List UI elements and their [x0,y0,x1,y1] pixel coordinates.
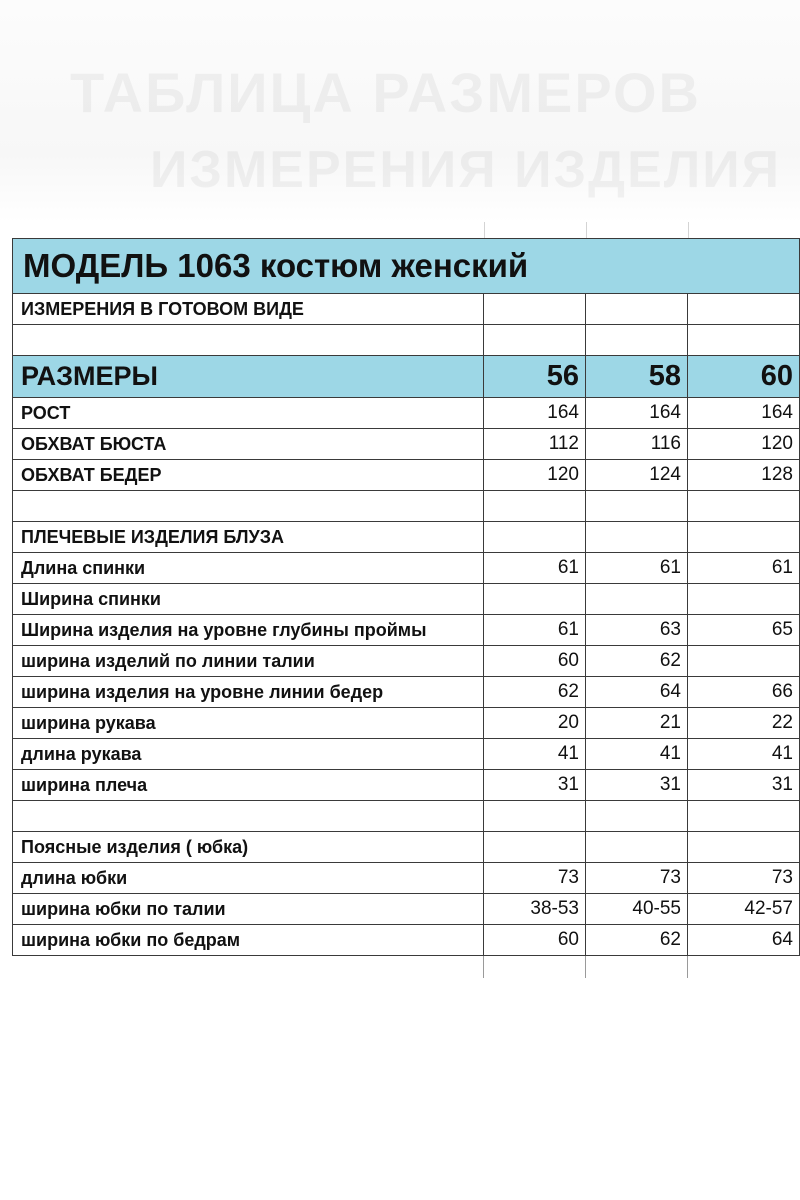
value-cell[interactable] [688,398,800,428]
row-label-cell[interactable] [12,863,484,893]
table-row [12,584,800,615]
empty-cell[interactable] [12,325,484,355]
cell-value: 64 [771,929,793,950]
row-label-cell[interactable] [12,770,484,800]
table-row [12,770,800,801]
empty-row [12,801,800,832]
cell-value: 116 [650,433,681,454]
value-cell[interactable] [484,429,586,459]
value-cell[interactable] [484,770,586,800]
empty-cell[interactable] [484,956,586,978]
grid-tick [586,222,587,238]
value-cell[interactable] [586,863,688,893]
value-cell[interactable] [484,739,586,769]
row-label-cell[interactable] [12,398,484,428]
table-row [12,553,800,584]
cell-value: 73 [659,867,681,888]
cell-value: 73 [771,867,793,888]
table-row [12,677,800,708]
value-cell[interactable] [688,863,800,893]
value-cell[interactable] [688,925,800,955]
cell-value: 31 [771,774,793,795]
row-label-cell[interactable] [12,739,484,769]
cell-value: 41 [557,743,579,764]
cell-value: 120 [547,464,579,485]
value-cell[interactable] [586,739,688,769]
sizes-row [12,356,800,398]
empty-cell[interactable] [586,832,688,862]
cell-value: 62 [557,681,579,702]
grid-tick [688,222,689,238]
row-label: длина рукава [21,743,142,764]
value-cell[interactable] [688,646,800,676]
table-row [12,460,800,491]
table-row [12,429,800,460]
empty-cell[interactable] [586,956,688,978]
cell-value: 164 [761,402,793,423]
empty-cell[interactable] [484,294,586,324]
size-value: 58 [648,360,681,392]
row-label-cell[interactable] [12,646,484,676]
value-cell[interactable] [688,429,800,459]
cell-value: 38-53 [530,898,579,919]
cell-value: 20 [557,712,579,733]
empty-cell[interactable] [688,294,800,324]
value-cell[interactable] [586,460,688,490]
empty-cell[interactable] [688,832,800,862]
cell-value: 22 [771,712,793,733]
empty-cell[interactable] [688,491,800,521]
value-cell[interactable] [688,770,800,800]
cell-value: 164 [649,402,681,423]
cell-value: 65 [771,619,793,640]
row-label-cell[interactable] [12,460,484,490]
title-row [12,238,800,294]
size-value: 56 [546,360,579,392]
empty-cell[interactable] [688,801,800,831]
cell-value: 66 [771,681,793,702]
subtitle-text: ИЗМЕРЕНИЯ В ГОТОВОМ ВИДЕ [21,298,304,319]
ghost-text-line [150,140,781,200]
value-cell[interactable] [586,398,688,428]
cell-value: 62 [659,929,681,950]
section-heading: ПЛЕЧЕВЫЕ ИЗДЕЛИЯ БЛУЗА [21,526,284,547]
empty-cell[interactable] [688,325,800,355]
value-cell[interactable] [586,770,688,800]
subtitle-row [12,294,800,325]
empty-cell[interactable] [586,522,688,552]
grid-tick [484,222,485,238]
value-cell[interactable] [688,894,800,924]
section-heading-cell[interactable] [12,522,484,552]
cell-value: 120 [761,433,793,454]
value-cell[interactable] [688,584,800,614]
table-row [12,615,800,646]
row-label-cell[interactable] [12,677,484,707]
empty-cell[interactable] [12,801,484,831]
sizes-label-cell[interactable] [12,356,484,397]
value-cell[interactable] [484,460,586,490]
cell-value: 21 [659,712,681,733]
empty-cell[interactable] [586,801,688,831]
row-label: Ширина изделия на уровне глубины проймы [21,619,427,640]
row-label: ширина изделий по линии талии [21,650,315,671]
cell-value: 73 [557,867,579,888]
cell-value: 61 [557,619,579,640]
value-cell[interactable] [586,429,688,459]
value-cell[interactable] [688,708,800,738]
row-label: Длина спинки [21,557,146,578]
cell-value: 61 [659,557,681,578]
cell-value: 164 [547,402,579,423]
value-cell[interactable] [586,615,688,645]
ghost-text-line [70,60,701,125]
value-cell[interactable] [586,677,688,707]
table-row [12,925,800,956]
value-cell[interactable] [586,646,688,676]
empty-cell[interactable] [484,491,586,521]
value-cell[interactable] [484,925,586,955]
table-row [12,646,800,677]
value-cell[interactable] [586,894,688,924]
empty-cell[interactable] [586,325,688,355]
size-cell-58[interactable] [586,356,688,397]
value-cell[interactable] [586,708,688,738]
cell-value: 112 [548,433,579,454]
row-label-cell[interactable] [12,584,484,614]
row-label: ширина рукава [21,712,156,733]
cell-value: 42-57 [744,898,793,919]
value-cell[interactable] [484,646,586,676]
value-cell[interactable] [484,398,586,428]
empty-cell[interactable] [484,801,586,831]
cell-value: 41 [659,743,681,764]
table-row [12,739,800,770]
row-label: длина юбки [21,867,128,888]
cell-value: 61 [557,557,579,578]
row-label: Ширина спинки [21,588,161,609]
cell-value: 31 [557,774,579,795]
value-cell[interactable] [586,925,688,955]
cell-value: 60 [557,929,579,950]
empty-cell[interactable] [12,956,484,978]
empty-cell[interactable] [586,491,688,521]
title-cell[interactable] [12,239,800,293]
value-cell[interactable] [484,584,586,614]
value-cell[interactable] [688,553,800,583]
value-cell[interactable] [688,460,800,490]
row-label-cell[interactable] [12,553,484,583]
row-label-cell[interactable] [12,708,484,738]
row-label-cell[interactable] [12,894,484,924]
page-title: МОДЕЛЬ 1063 костюм женский [23,247,529,284]
row-label: РОСТ [21,402,71,423]
value-cell[interactable] [484,863,586,893]
row-label: ширина изделия на уровне линии бедер [21,681,384,702]
table-row [12,863,800,894]
table-row [12,894,800,925]
empty-cell[interactable] [688,956,800,978]
empty-cell[interactable] [12,491,484,521]
value-cell[interactable] [688,677,800,707]
value-cell[interactable] [484,553,586,583]
row-label-cell[interactable] [12,615,484,645]
size-cell-60[interactable] [688,356,800,397]
empty-cell[interactable] [484,832,586,862]
spreadsheet-grid-top [12,222,800,239]
cell-value: 62 [659,650,681,671]
row-label: ширина юбки по талии [21,898,226,919]
table-row [12,708,800,739]
size-cell-56[interactable] [484,356,586,397]
cell-value: 61 [771,557,793,578]
row-label: ширина юбки по бедрам [21,929,241,950]
table-row [12,398,800,429]
cell-value: 41 [771,743,793,764]
row-label: ОБХВАТ БЮСТА [21,433,167,454]
cell-value: 40-55 [632,898,681,919]
row-label: ширина плеча [21,774,148,795]
row-label: ОБХВАТ БЕДЕР [21,464,162,485]
size-value: 60 [760,360,793,392]
value-cell[interactable] [688,615,800,645]
empty-cell[interactable] [688,522,800,552]
value-cell[interactable] [586,584,688,614]
row-label-cell[interactable] [12,925,484,955]
size-chart-spreadsheet [12,222,800,982]
section-heading: Поясные изделия ( юбка) [21,836,249,857]
section-heading-cell[interactable] [12,832,484,862]
value-cell[interactable] [484,894,586,924]
value-cell[interactable] [688,739,800,769]
value-cell[interactable] [484,615,586,645]
empty-cell[interactable] [484,325,586,355]
cell-value: 63 [659,619,681,640]
value-cell[interactable] [484,708,586,738]
value-cell[interactable] [484,677,586,707]
cell-value: 60 [557,650,579,671]
empty-cell[interactable] [586,294,688,324]
cell-value: 64 [659,681,681,702]
faded-background-header [0,0,800,222]
row-label-cell[interactable] [12,429,484,459]
empty-cell[interactable] [484,522,586,552]
value-cell[interactable] [586,553,688,583]
empty-row [12,325,800,356]
subtitle-cell[interactable] [12,294,484,324]
cell-value: 128 [761,464,793,485]
sizes-label: РАЗМЕРЫ [21,361,158,391]
section-heading-row [12,522,800,553]
cell-value: 31 [659,774,681,795]
trailing-row [12,956,800,978]
section-heading-row [12,832,800,863]
cell-value: 124 [649,464,681,485]
empty-row [12,491,800,522]
